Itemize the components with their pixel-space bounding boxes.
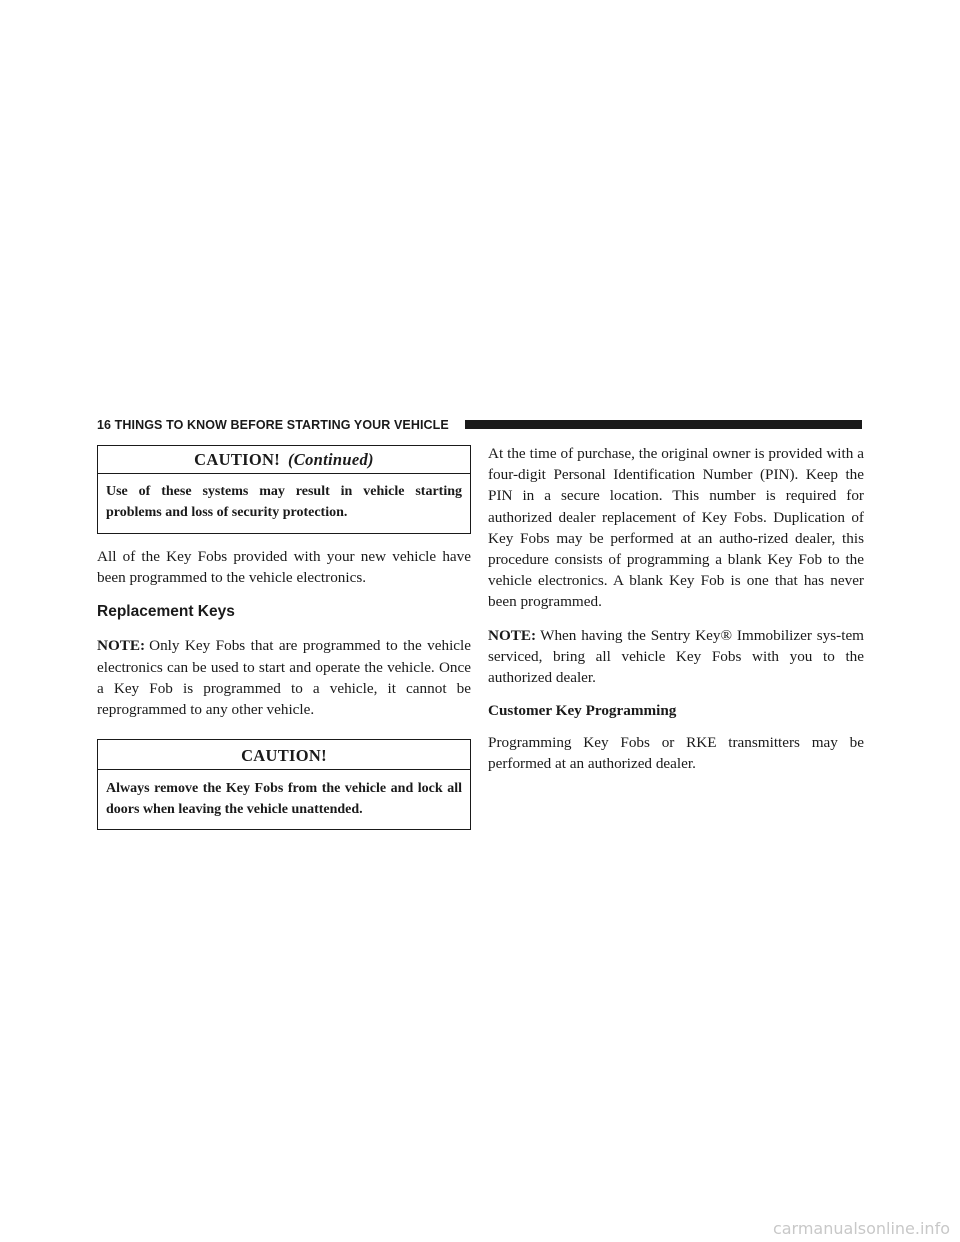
note-text: When having the Sentry Key® Immobilizer sys-tem serviced, bring all vehicle Key Fobs with you to the authorized dealer. [488,626,864,687]
header-rule [465,420,862,429]
key-fobs-paragraph: All of the Key Fobs provided with your new vehicle have been programmed to the vehicle electronics. [97,548,471,587]
programming-paragraph: Programming Key Fobs or RKE transmitters may be performed at an authorized dealer. [488,734,864,773]
caution-body: Always remove the Key Fobs from the vehicle and lock all doors when leaving the vehicle unattended. [106,781,462,818]
caution-title: CAUTION! [98,740,470,770]
note-label: NOTE: [488,626,537,644]
caution-title [98,446,470,474]
continued-label: (Continued) [288,450,374,469]
note-label: NOTE: [97,637,146,655]
section-heading-replacement-keys: Replacement Keys [97,603,235,621]
caution-body: Use of these systems may result in vehicle starting problems and loss of security protection. [106,484,462,520]
caution-box-continued [97,445,471,534]
caution-label: CAUTION! [194,450,280,469]
pin-paragraph: At the time of purchase, the original owner is provided with a four-digit Personal Identification Number (PIN). Keep the PIN in a secure location. This number is required for authorized dealer replacement of Key Fobs. Duplication of Key Fobs may be performed at an autho-rized dealer, this procedure consists of programming a blank Key Fob to the vehicle electronics. A blank Key Fob is one that has never been programmed. [488,445,864,611]
left-column [97,445,471,830]
note-paragraph [97,635,471,720]
right-column [488,443,864,775]
watermark[interactable]: carmanualsonline.info [772,1219,950,1238]
page-header [97,416,862,436]
caution-box [97,739,471,830]
note-text: Only Key Fobs that are programmed to the vehicle electronics can be used to start and operate the vehicle. Once a Key Fob is programmed to a vehicle, it cannot be reprogrammed to any other vehicle. [97,637,471,719]
header-title: 16 THINGS TO KNOW BEFORE STARTING YOUR VEHICLE [97,418,449,432]
sub-heading-customer-key-programming: Customer Key Programming [488,702,677,720]
note-paragraph [488,625,864,689]
